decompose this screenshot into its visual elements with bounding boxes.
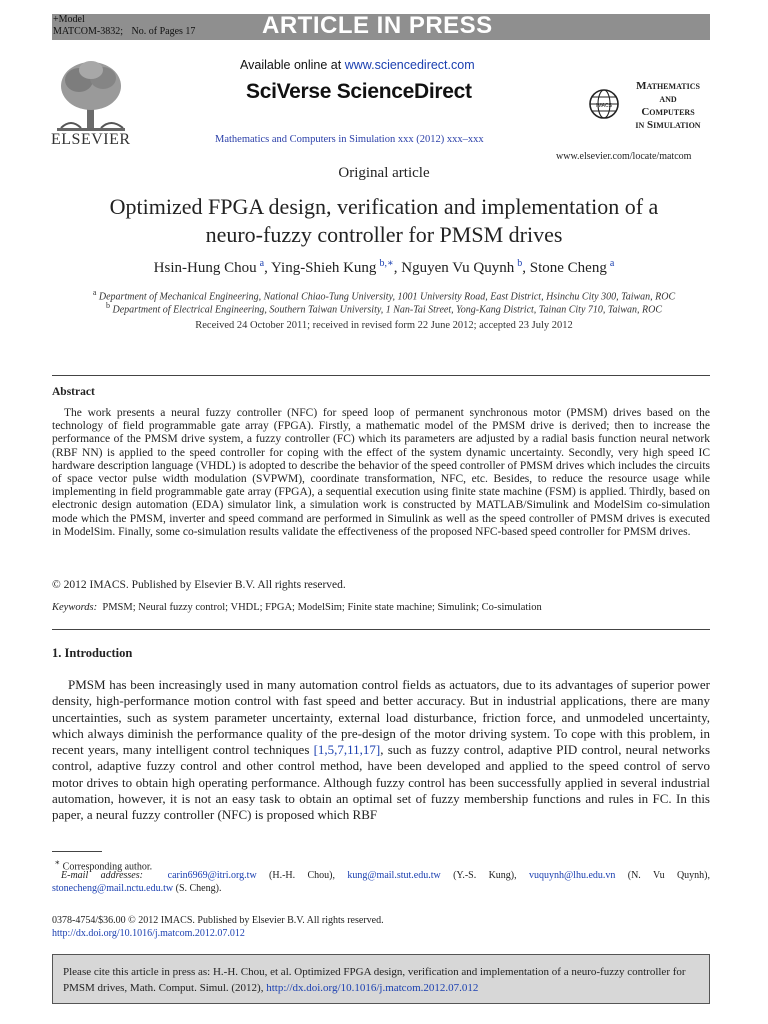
- abstract-bottom-rule: [52, 629, 710, 630]
- corresponding-mark: ∗: [54, 858, 61, 867]
- title-line-1: Optimized FPGA design, verification and implementation of a: [109, 194, 659, 219]
- article-type: Original article: [338, 165, 430, 181]
- intro-text-part-1: PMSM has been increasingly used in many automation control fields as actuators, due to its advantages of superior power density, high-performance motion control with fast speed and better accuracy. But in industrial applications, there are many uncertainties, such as system parameter uncertainty, external load disturbance, friction force, and unmodeled uncertainty, which always diminish the performance quality of the pre-design of the motor driving system. To cope with this problem, in recent years, many intelligent control techniques: [52, 677, 710, 758]
- author-name: Nguyen Vu Quynh: [401, 260, 515, 276]
- email-addresses: E-mail addresses: carin6969@itri.org.tw (H.-H. Chou), kung@mail.stut.edu.tw (Y.-S. Kung), vuquynh@lhu.edu.vn (N. Vu Quynh), stonecheng@mail.nctu.edu.tw (S. Cheng).: [52, 870, 710, 894]
- intro-text-part-2: , such as fuzzy control, adaptive PID control, neural networks control, adaptive fuzzy control and other control method, have been developed and applied to the speed control of servo motor drives to obtain high operating performance. Although fuzzy control has been successfully applied in several industrial automation, however, it is not an easy task to obtain an optimal set of fuzzy membership functions and rules in FC. In this paper, a neural fuzzy controller (NFC) is proposed which RBF: [52, 742, 711, 823]
- email-link[interactable]: carin6969@itri.org.tw: [167, 870, 257, 881]
- author-affiliation-mark[interactable]: a: [609, 258, 615, 269]
- affiliation-mark: b: [106, 301, 111, 310]
- introduction-body: [52, 677, 710, 824]
- journal-logo-line-1: Mathematics: [636, 80, 700, 92]
- title-line-2: neuro-fuzzy controller for PMSM drives: [205, 222, 563, 247]
- journal-logo-line-3: Computers: [641, 106, 695, 118]
- journal-reference: Mathematics and Computers in Simulation xxx (2012) xxx–xxx: [215, 134, 484, 145]
- abstract-body: The work presents a neural fuzzy controller (NFC) for speed loop of permanent synchronous motor (PMSM) drives based on the technology of field programmable gate array (FPGA). Firstly, a mathematic model of the PMSM drive is derived; then to increase the performance of the PMSM drive system, a fuzzy controller (FC) which its parameters are adjusted by a radial basis function neural network (RBF NN) is applied to the speed controller for coping with the effect of the system dynamic uncertainty. Secondly, very high speed IC hardware description language (VHDL) is adopted to describe the behavior of the speed controller of PMSM drives which includes the circuits of space vector pulse width modulation (SVPWM), coordinate transformation, NFC, etc. Besides, to reduce the resource usage while implementing in field programmable gate array (FPGA), a sequential execution using finite state machine (FSM) is applied. Thirdly, based on electronic design automation (EDA) simulator link, a simulation work is constructed by MATLAB/Simulink and ModelSim co-simulation mode which the PMSM, inverter and speed command are performed in Simulink as well as the speed controller of PMSM drives is executed in ModelSim. Finally, some co-simulation results validate the effectiveness of the proposed NFC-based speed controller for PMSM drives.: [52, 407, 710, 538]
- sciencedirect-link[interactable]: www.sciencedirect.com: [344, 58, 475, 72]
- keywords-label: Keywords:: [52, 602, 98, 613]
- affiliation: [0, 301, 768, 315]
- available-online: [240, 58, 475, 72]
- corresponding-text: Corresponding author.: [62, 861, 153, 873]
- available-online-prefix: Available online at: [240, 58, 345, 72]
- author-name: Stone Cheng: [529, 260, 607, 276]
- author-affiliation-mark[interactable]: b,∗: [379, 258, 394, 269]
- article-title: [60, 193, 708, 249]
- manuscript-info: [53, 14, 195, 38]
- affiliation-text: Department of Mechanical Engineering, National Chiao-Tung University, 1001 University Road, East District, Hsinchu City 300, Taiwan, ROC: [98, 291, 676, 303]
- section-heading-introduction: 1. Introduction: [52, 646, 133, 660]
- elsevier-tree-logo: [51, 58, 131, 134]
- imacs-globe-icon: [588, 88, 620, 120]
- email-link[interactable]: stonecheng@mail.nctu.edu.tw: [52, 883, 174, 894]
- article-in-press-title: ARTICLE IN PRESS: [262, 12, 493, 39]
- publisher-name: ELSEVIER: [51, 131, 131, 148]
- citation-doi-link[interactable]: http://dx.doi.org/10.1016/j.matcom.2012.07.012: [266, 982, 479, 994]
- author-list: Hsin-Hung Chou $^a$, Ying-Shieh Kung $^{b,∗}$, Nguyen Vu Quynh $^b$, Stone Cheng $^a$: [153, 258, 615, 276]
- citation-text: Please cite this article in press as: H.-H. Chou, et al. Optimized FPGA design, verification and implementation of a neuro-fuzzy controller for PMSM drives, Math. Comput. Simul. (2012),: [63, 966, 686, 994]
- abstract-copyright: © 2012 IMACS. Published by Elsevier B.V. All rights reserved.: [52, 579, 346, 591]
- keywords-list: PMSM; Neural fuzzy control; VHDL; FPGA; ModelSim; Finite state machine; Simulink; Co-simulation: [102, 602, 542, 613]
- model-label: +Model: [53, 14, 85, 25]
- issn-line: 0378-4754/$36.00 © 2012 IMACS. Published by Elsevier B.V. All rights reserved.: [52, 915, 384, 926]
- doi-link[interactable]: http://dx.doi.org/10.1016/j.matcom.2012.07.012: [52, 928, 245, 939]
- abstract-top-rule: [52, 375, 710, 376]
- manuscript-id: MATCOM-3832;: [53, 26, 124, 37]
- keywords: [52, 602, 542, 613]
- email-label: E-mail addresses:: [61, 870, 143, 881]
- author-affiliation-mark[interactable]: a: [259, 258, 265, 269]
- author-affiliation-mark[interactable]: b: [517, 258, 523, 269]
- journal-logo: [622, 80, 714, 132]
- author-name: Hsin-Hung Chou: [153, 260, 257, 276]
- page-count: No. of Pages 17: [131, 26, 196, 37]
- email-link[interactable]: kung@mail.stut.edu.tw: [347, 870, 441, 881]
- journal-logo-line-4: in Simulation: [635, 119, 701, 131]
- sciverse-logo: SciVerse ScienceDirect: [246, 80, 472, 103]
- citation-link[interactable]: [1,5,7,11,17]: [313, 742, 381, 758]
- abstract-heading: Abstract: [52, 386, 95, 398]
- article-dates: Received 24 October 2011; received in revised form 22 June 2012; accepted 23 July 2012: [195, 320, 573, 331]
- journal-logo-line-2: and: [659, 93, 677, 105]
- email-link[interactable]: vuquynh@lhu.edu.vn: [528, 870, 616, 881]
- affiliation-mark: a: [92, 288, 97, 297]
- citation-box: [52, 954, 710, 1004]
- imacs-globe-label: IMACS: [596, 103, 612, 109]
- author-name: Ying-Shieh Kung: [271, 260, 377, 276]
- affiliation-text: Department of Electrical Engineering, Southern Taiwan University, 1 Nan-Tai Street, Yong-Kang District, Tainan City 710, Taiwan, ROC: [112, 304, 662, 316]
- journal-url[interactable]: www.elsevier.com/locate/matcom: [556, 151, 692, 162]
- footnote-rule: [52, 851, 102, 852]
